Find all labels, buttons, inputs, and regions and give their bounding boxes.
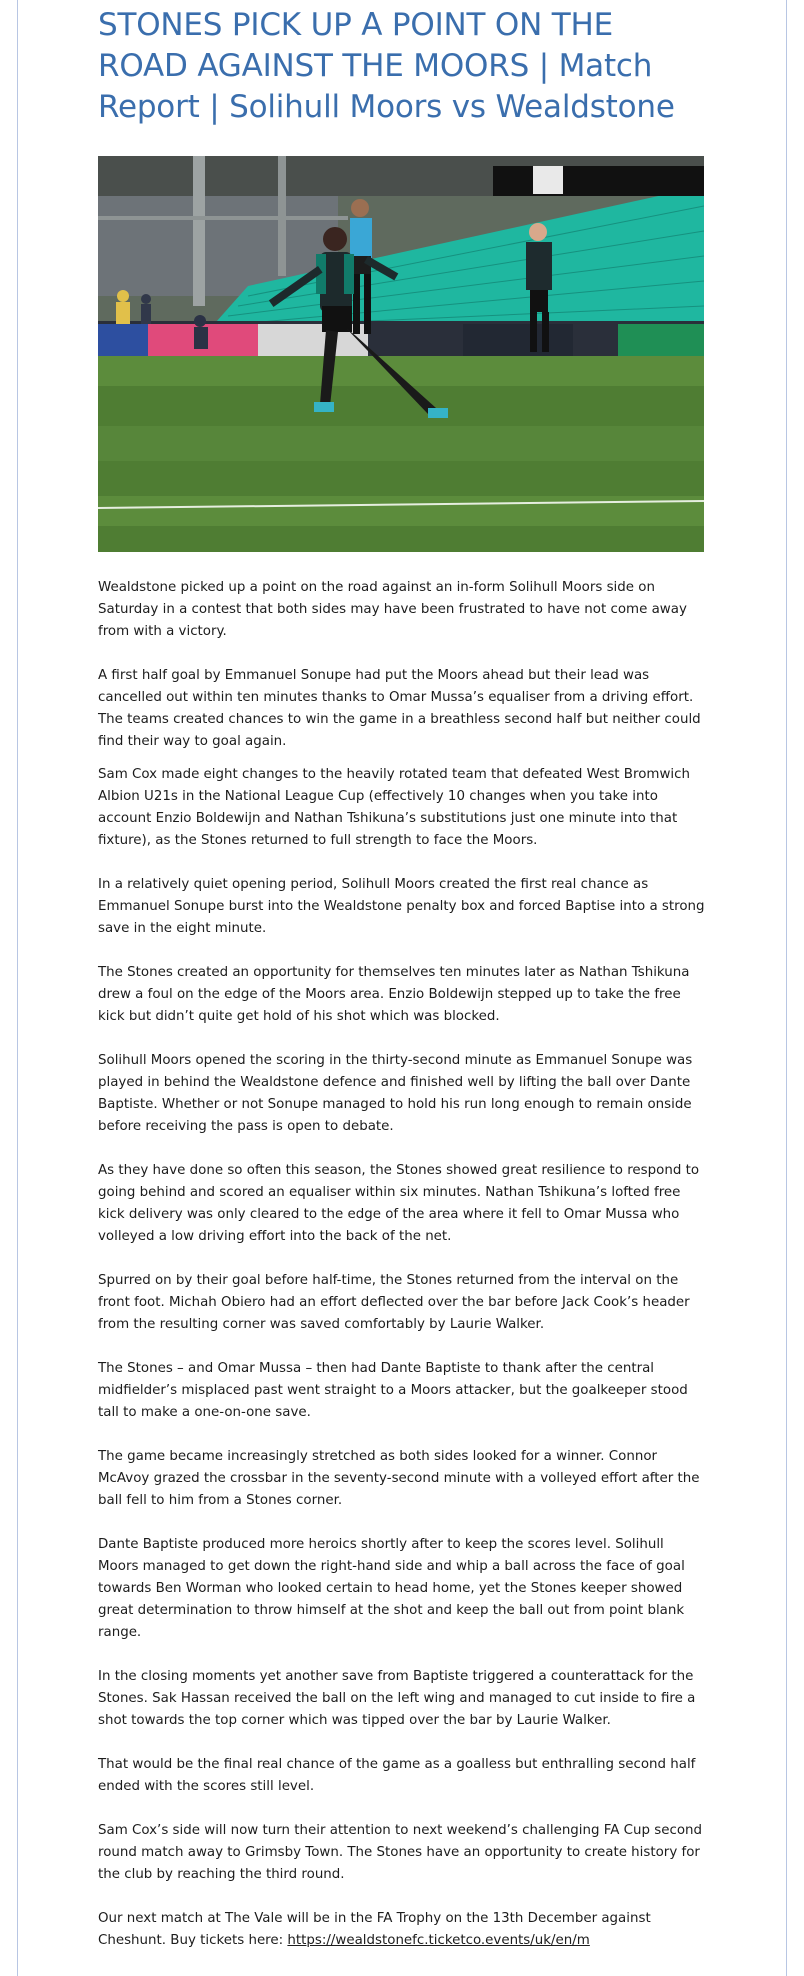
- hero-image: [98, 156, 704, 552]
- article: [98, 0, 708, 1948]
- frame-border-left: [17, 752, 18, 1976]
- match-photo: [98, 156, 704, 552]
- article-paragraph: Sam Cox made eight changes to the heavily rotated team that defeated West Bromwich Albion U21s in the National League Cup (effectively 10 changes when you take into account Enzio Boldewijn and Nathan Tshikuna’s substitutions just one minute into that fixture), as the Stones returned to full strength to face the Moors.: [98, 767, 690, 848]
- frame-border-right: [786, 752, 787, 1523]
- article-paragraph: That would be the final real chance of the game as a goalless but enthralling second half ended with the scores still level.: [98, 1757, 696, 1794]
- article-paragraph: The Stones – and Omar Mussa – then had Dante Baptiste to thank after the central midfielder’s misplaced past went straight to a Moors attacker, but the goalkeeper stood tall to make a one-on-one save.: [98, 1361, 688, 1420]
- article-paragraph: Dante Baptiste produced more heroics shortly after to keep the scores level. Solihull Moors managed to get down the right-hand side and whip a ball across the face of goal towards Ben Worman who looked certain to head home, yet the Stones keeper showed great determination to throw himself at the shot and keep the ball out from point blank range.: [98, 1537, 685, 1640]
- article-paragraph: Wealdstone picked up a point on the road against an in-form Solihull Moors side on Saturday in a contest that both sides may have been frustrated to have not come away from with a victory.: [98, 580, 687, 639]
- article-paragraph: The game became increasingly stretched as both sides looked for a winner. Connor McAvoy grazed the crossbar in the seventy-second minute with a volleyed effort after the ball fell to him from a Stones corner.: [98, 1449, 700, 1508]
- article-title: STONES PICK UP A POINT ON THE ROAD AGAINST THE MOORS | Match Report | Solihull Moors vs Wealdstone: [98, 7, 675, 125]
- frame-border-right: [786, 0, 787, 752]
- article-paragraph: Spurred on by their goal before half-time, the Stones returned from the interval on the front foot. Michah Obiero had an effort deflected over the bar before Jack Cook’s header from the resulting corner was saved comfortably by Laurie Walker.: [98, 1273, 690, 1332]
- article-paragraph: In the closing moments yet another save from Baptiste triggered a counterattack for the Stones. Sak Hassan received the ball on the left wing and managed to cut inside to fire a shot towards the top corner which was tipped over the bar by Laurie Walker.: [98, 1669, 696, 1728]
- article-paragraph: As they have done so often this season, the Stones showed great resilience to respond to going behind and scored an equaliser within six minutes. Nathan Tshikuna’s lofted free kick delivery was only cleared to the edge of the area where it fell to Omar Mussa who volleyed a low driving effort into the back of the net.: [98, 1163, 700, 1244]
- article-paragraph: In a relatively quiet opening period, Solihull Moors created the first real chance as Emmanuel Sonupe burst into the Wealdstone penalty box and forced Baptise into a strong save in the eight minute.: [98, 877, 705, 936]
- closing-text: Our next match at The Vale will be in the FA Trophy on the 13th December against Cheshunt. Buy tickets here:: [98, 1911, 651, 1948]
- frame-border-right: [786, 1523, 787, 1976]
- article-paragraph: Sam Cox’s side will now turn their attention to next weekend’s challenging FA Cup second round match away to Grimsby Town. The Stones have an opportunity to create history for the club by reaching the third round.: [98, 1823, 703, 1882]
- article-body: [98, 577, 708, 1974]
- tickets-link[interactable]: https://wealdstonefc.ticketco.events/uk/en/m: [287, 1933, 590, 1948]
- article-paragraph: A first half goal by Emmanuel Sonupe had put the Moors ahead but their lead was cancelled out within ten minutes thanks to Omar Mussa’s equaliser from a driving effort. The teams created chances to win the game in a breathless second half but neither could find their way to goal again.: [98, 668, 701, 749]
- frame-border-left: [17, 0, 18, 752]
- closing-paragraph: [98, 1908, 708, 1952]
- article-paragraph: Solihull Moors opened the scoring in the thirty-second minute as Emmanuel Sonupe was played in behind the Wealdstone defence and finished well by lifting the ball over Dante Baptiste. Whether or not Sonupe managed to hold his run long enough to remain onside before receiving the pass is open to debate.: [98, 1053, 693, 1134]
- article-paragraph: The Stones created an opportunity for themselves ten minutes later as Nathan Tshikuna drew a foul on the edge of the Moors area. Enzio Boldewijn stepped up to take the free kick but didn’t quite get hold of his shot which was blocked.: [98, 965, 690, 1024]
